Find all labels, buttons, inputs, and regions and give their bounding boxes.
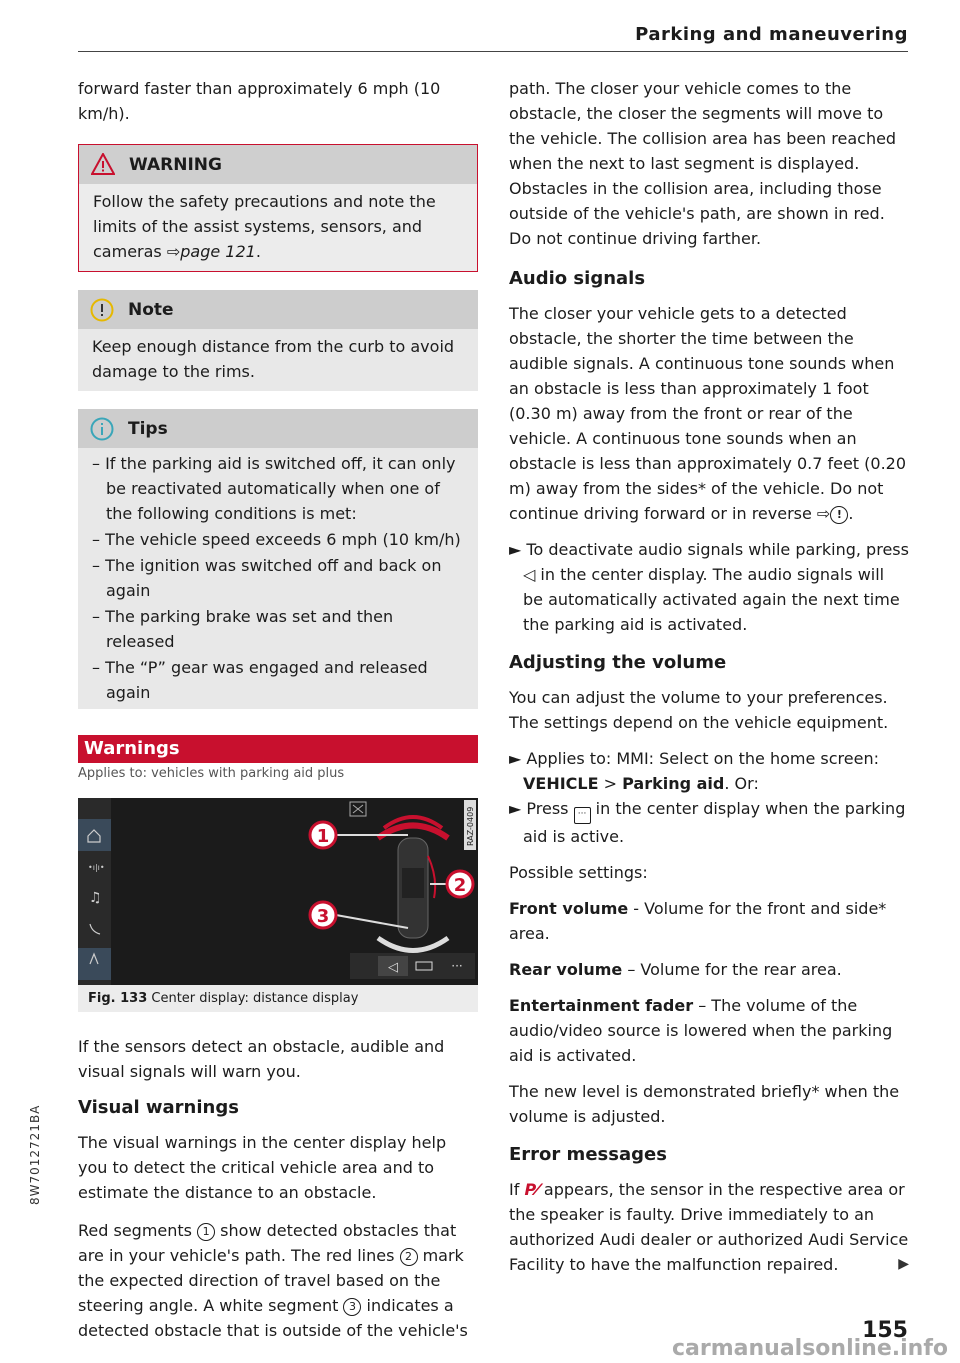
audio-signals-heading: Audio signals: [509, 268, 646, 289]
warning-title: WARNING: [129, 154, 222, 175]
setting-text: – Volume for the rear area.: [622, 960, 842, 979]
sensor-fault-icon: P⁄: [524, 1180, 539, 1199]
mmi-instruction: [509, 746, 909, 796]
rear-volume-setting: [509, 957, 909, 982]
right-column: [509, 76, 909, 1277]
segments-text: mark the expected direction of travel based on the steering angle. A white segment: [78, 1246, 464, 1315]
tips-title: Tips: [128, 418, 168, 439]
figure-label: Fig. 133: [88, 991, 148, 1006]
note-exclamation-icon: [90, 298, 114, 322]
svg-text:···: ···: [451, 959, 463, 973]
document-code: 8W7012721BA: [28, 1104, 42, 1205]
press-instruction: [509, 796, 909, 849]
info-icon: [90, 417, 114, 441]
note-header: [78, 290, 478, 329]
figure-ref-code: RAZ-0409: [466, 806, 475, 846]
instruction-text: in the center display when the parking aid is active.: [523, 799, 906, 846]
callout-1: 1: [316, 826, 330, 847]
tips-body: [78, 448, 478, 709]
audio-text: .: [848, 504, 854, 523]
warning-header: [79, 145, 477, 184]
segments-text: indicates a detected obstacle that is outside of the vehicle's: [78, 1296, 468, 1340]
sensors-paragraph: If the sensors detect an obstacle, audible and visual signals will warn you.: [78, 1037, 445, 1081]
warning-text-b: .: [255, 242, 261, 261]
warning-text-a: Follow the safety precautions and note the limits of the assist systems, sensors, and cameras: [93, 192, 436, 261]
note-body: Keep enough distance from the curb to avoid damage to the rims.: [92, 337, 455, 381]
more-options-icon: ···: [574, 807, 591, 824]
instruction-text: in the center display. The audio signals will be automatically activated again the next time the parking aid is activated.: [523, 565, 900, 634]
warnings-section-heading: Warnings: [78, 735, 478, 763]
warning-body: [79, 184, 477, 271]
link-arrow-icon: ⇨: [816, 504, 831, 523]
setting-text: - Volume for the front and side* area.: [509, 899, 887, 943]
note-box: [78, 290, 478, 391]
applies-to-note: Applies to: vehicles with parking aid plus: [78, 766, 345, 781]
warning-box: [78, 144, 478, 272]
tips-item: – The vehicle speed exceeds 6 mph (10 km/h): [92, 530, 461, 549]
warning-triangle-icon: [91, 153, 115, 177]
menu-vehicle: VEHICLE: [523, 774, 599, 793]
adjusting-volume-heading: Adjusting the volume: [509, 652, 727, 673]
menu-parking-aid: Parking aid: [622, 774, 725, 793]
svg-text:•ı|ı•: •ı|ı•: [88, 863, 105, 872]
page-link[interactable]: page 121: [180, 242, 256, 261]
possible-settings: Possible settings:: [509, 863, 648, 882]
front-volume-setting: [509, 896, 909, 946]
figure-caption-text: Center display: distance display: [151, 991, 359, 1006]
figure-caption: [78, 985, 478, 1008]
instruction-text: . Or:: [724, 774, 759, 793]
setting-label: Rear volume: [509, 960, 623, 979]
mute-icon: ◁: [523, 565, 536, 584]
link-arrow-icon: ⇨: [166, 242, 181, 261]
audio-paragraph: [509, 301, 909, 526]
circled-1: 1: [197, 1223, 215, 1241]
header-rule: [78, 51, 908, 52]
setting-label: Front volume: [509, 899, 629, 918]
callout-2: 2: [453, 875, 467, 896]
new-level-paragraph: The new level is demonstrated briefly* when the volume is adjusted.: [509, 1082, 900, 1126]
setting-text: – The volume of the audio/video source is lowered when the parking aid is activated.: [509, 996, 893, 1065]
circled-3: 3: [343, 1298, 361, 1316]
deactivate-instruction: [509, 537, 909, 637]
segments-paragraph: [78, 1218, 478, 1343]
path-paragraph: path. The closer your vehicle comes to the obstacle, the closer the segments will move to the vehicle. The collision area has been reached when the next to last segment is displayed. Obstacles in the collision area, including those outside of the vehicle's path, are shown in red. Do not continue driving farther.: [509, 79, 897, 248]
callout-3: 3: [316, 906, 330, 927]
entertainment-fader-setting: [509, 993, 909, 1068]
center-display-image: [78, 798, 478, 985]
tips-item: – The ignition was switched off and back on again: [92, 556, 442, 600]
instruction-text: ► Press: [509, 799, 574, 818]
menu-separator: >: [598, 774, 623, 793]
visual-warnings-heading: Visual warnings: [78, 1097, 239, 1118]
intro-paragraph: forward faster than approximately 6 mph (10 km/h).: [78, 79, 441, 123]
circled-2: 2: [400, 1248, 418, 1266]
volume-paragraph: You can adjust the volume to your preferences. The settings depend on the vehicle equipment.: [509, 688, 889, 732]
continue-arrow-icon: ▶: [898, 1256, 909, 1272]
segments-text: Red segments: [78, 1221, 198, 1240]
segments-text: show detected obstacles that are in your vehicle's path. The red lines: [78, 1221, 457, 1265]
error-text: If: [509, 1180, 525, 1199]
note-ref-icon[interactable]: !: [830, 506, 848, 524]
left-column: [78, 76, 478, 1343]
error-messages-heading: Error messages: [509, 1144, 667, 1165]
instruction-text: ► To deactivate audio signals while parking, press: [509, 540, 909, 559]
svg-text:♫: ♫: [89, 890, 102, 906]
error-paragraph: [509, 1177, 909, 1277]
figure-133: [78, 798, 478, 1012]
tips-item: – The “P” gear was engaged and released again: [92, 658, 428, 702]
watermark: carmanualsonline.info: [672, 1336, 948, 1361]
setting-label: Entertainment fader: [509, 996, 694, 1015]
page-number: 155: [862, 1318, 908, 1343]
note-title: Note: [128, 299, 174, 320]
svg-text:◁: ◁: [388, 960, 398, 975]
visual-paragraph: The visual warnings in the center display help you to detect the critical vehicle area and to estimate the distance to an obstacle.: [78, 1133, 447, 1202]
instruction-text: ► Applies to: MMI: Select on the home screen:: [509, 749, 879, 768]
tips-item: – If the parking aid is switched off, it can only be reactivated automatically when one of the following conditions is met:: [92, 454, 456, 523]
tips-header: [78, 409, 478, 448]
tips-item: – The parking brake was set and then released: [92, 607, 394, 651]
page-header-title: Parking and maneuvering: [635, 24, 908, 45]
tips-box: [78, 409, 478, 709]
audio-text: The closer your vehicle gets to a detected obstacle, the shorter the time between the audible signals. A continuous tone sounds when an obstacle is less than approximately 1 foot (0.30 m) away from the front or rear of the vehicle. A continuous tone sounds when an obstacle is less than approximately 0.7 feet (0.20 m) away from the sides* of the vehicle. Do not continue driving forward or in reverse: [509, 304, 907, 523]
error-text: appears, the sensor in the respective area or the speaker is faulty. Drive immediately to an authorized Audi dealer or authorized Audi Service Facility to have the malfunction repaired.: [509, 1180, 909, 1274]
